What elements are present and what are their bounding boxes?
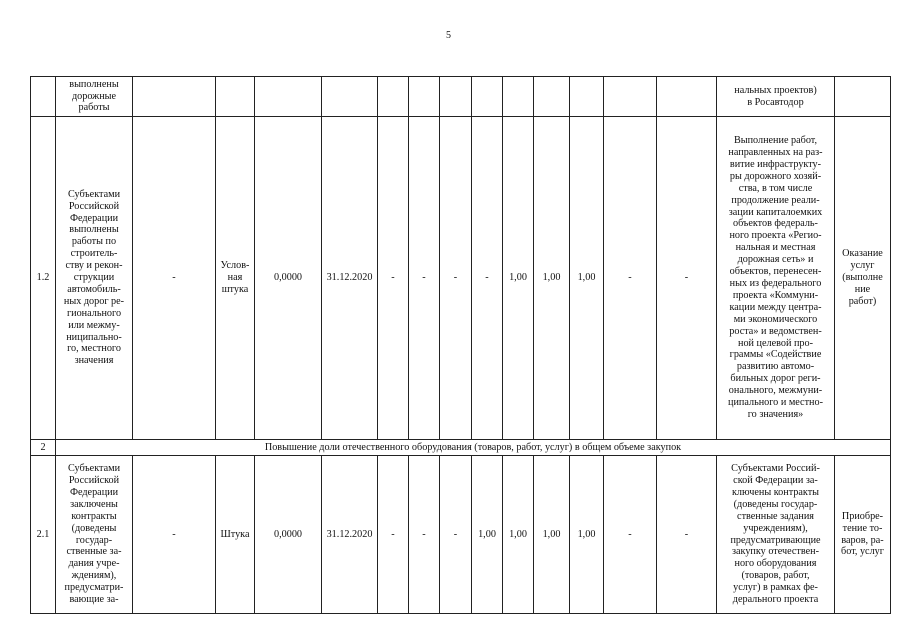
cell-description: Субъектами Россий- ской Федерации за- ключены контракты (доведены государ- ственные задания учреждениям), предусматривающие закупку отечествен- ного оборудования (товаров, работ, услуг) в рамках фе- дерального проекта bbox=[717, 456, 835, 614]
cell-value: - bbox=[604, 117, 657, 440]
cell-value: 1,00 bbox=[472, 456, 503, 614]
cell-value: 1,00 bbox=[534, 456, 570, 614]
table-row-1-2 bbox=[31, 117, 891, 440]
cell-base-value: 0,0000 bbox=[255, 456, 322, 614]
cell-value: - bbox=[657, 117, 717, 440]
cell-value: - bbox=[133, 117, 216, 440]
cell-num: 2.1 bbox=[31, 456, 56, 614]
cell-num: 1.2 bbox=[31, 117, 56, 440]
indicators-table bbox=[30, 76, 891, 614]
cell-value: - bbox=[409, 456, 440, 614]
cell-description: Выполнение работ, направленных на раз- витие инфраструкту- ры дорожного хозяй- ства, в том числе продолжение реали- зации капиталоемких объектов федераль- ного проекта «Регио- нальная и местная дорожная сеть» и объектов, перенесен- ных из федерального проекта «Коммуни- кации между центра- ми экономического роста» и ведомствен- ной целевой про- граммы «Содействие развитию автомо- бильных дорог реги- онального, межмуни- ципального и местно- го значения» bbox=[717, 117, 835, 440]
table-row-2-1 bbox=[31, 456, 891, 614]
cell-value: 1,00 bbox=[503, 456, 534, 614]
cell-value: - bbox=[440, 456, 472, 614]
cell-value: - bbox=[409, 117, 440, 440]
cell-value: - bbox=[133, 456, 216, 614]
cell-num: 2 bbox=[31, 440, 56, 456]
cell-date: 31.12.2020 bbox=[322, 117, 378, 440]
cell-value: - bbox=[378, 456, 409, 614]
cell-date: 31.12.2020 bbox=[322, 456, 378, 614]
cell-unit: Услов- ная штука bbox=[216, 117, 255, 440]
page-number: 5 bbox=[446, 30, 451, 41]
cell-value: 1,00 bbox=[570, 117, 604, 440]
cell-value: - bbox=[604, 456, 657, 614]
cell-value: 1,00 bbox=[534, 117, 570, 440]
cell-base-value: 0,0000 bbox=[255, 117, 322, 440]
cell-result-type: Приобре- тение то- варов, ра- бот, услуг bbox=[835, 456, 891, 614]
cell-section-title: Повышение доли отечественного оборудования (товаров, работ, услуг) в общем объеме закупок bbox=[56, 440, 891, 456]
cell-description: нальных проектов) в Росавтодор bbox=[717, 77, 835, 117]
cell-value: - bbox=[657, 456, 717, 614]
cell-value: 1,00 bbox=[503, 117, 534, 440]
cell-unit: Штука bbox=[216, 456, 255, 614]
cell-result-name: Субъектами Российской Федерации выполнены работы по строитель- ству и рекон- струкции автомобиль- ных дорог ре- гионального или межму- ниципально- го, местного значения bbox=[56, 117, 133, 440]
cell-value: 1,00 bbox=[570, 456, 604, 614]
cell-result-type: Оказание услуг (выполне ние работ) bbox=[835, 117, 891, 440]
cell-value: - bbox=[378, 117, 409, 440]
cell-result-name: Субъектами Российской Федерации заключены контракты (доведены государ- ственные за- дания учре- ждениям), предусматри- вающие за- bbox=[56, 456, 133, 614]
table-row-section-2 bbox=[31, 440, 891, 456]
cell-num bbox=[31, 77, 56, 117]
cell-result-name: выполнены дорожные работы bbox=[56, 77, 133, 117]
cell-value: - bbox=[440, 117, 472, 440]
table-row-continuation bbox=[31, 77, 891, 117]
cell-value: - bbox=[472, 117, 503, 440]
